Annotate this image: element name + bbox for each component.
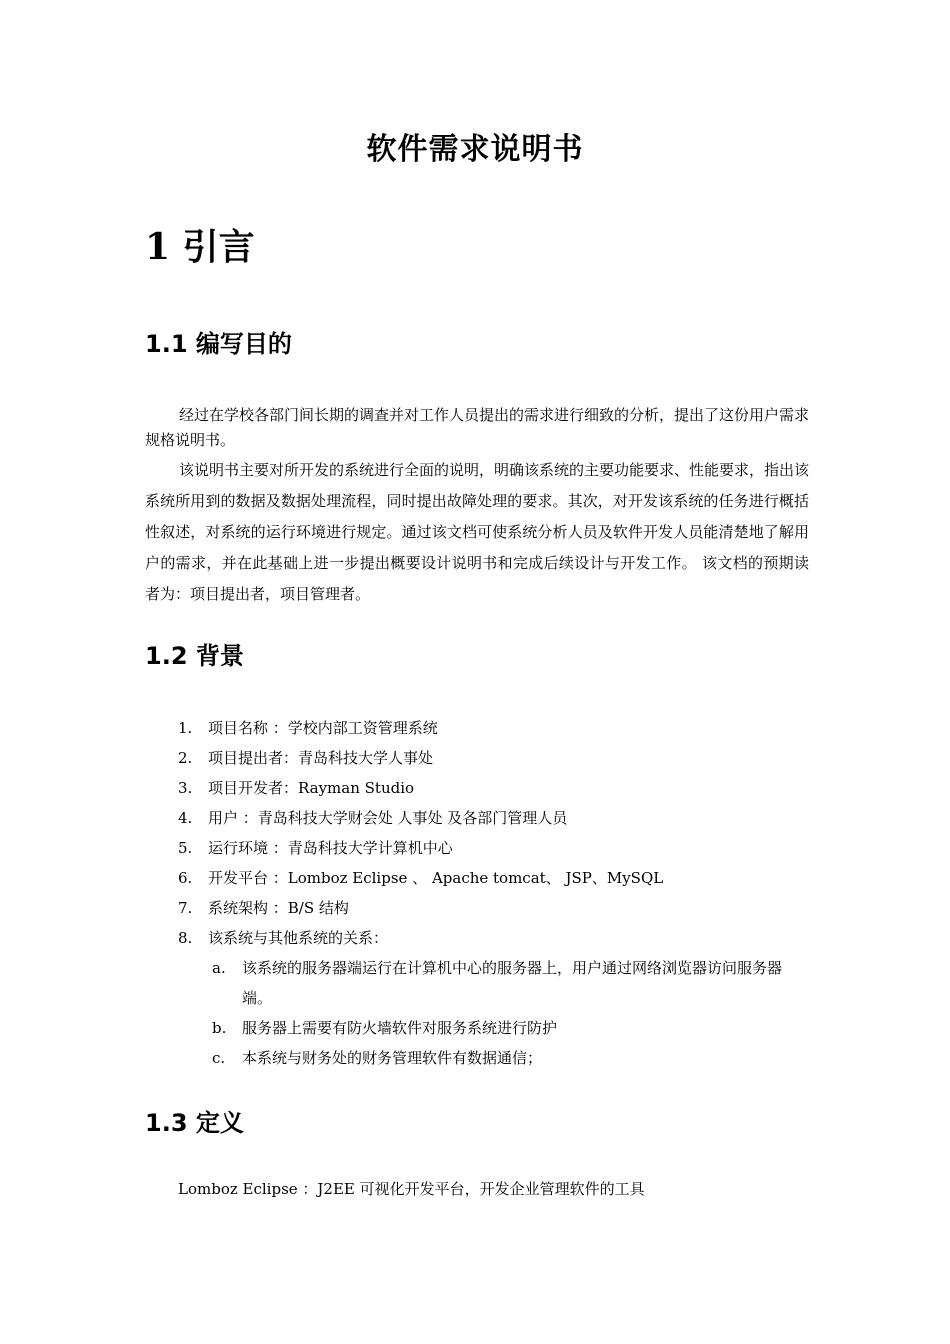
list-item-number: 8. [178, 929, 193, 947]
purpose-paragraph-2: 该说明书主要对所开发的系统进行全面的说明，明确该系统的主要功能要求、性能要求，指出该系统所用到的数据及数据处理流程，同时提出故障处理的要求。其次，对开发该系统的任务进行概括性叙述，对系统的运行环境进行规定。通过该文档可使系统分析人员及软件开发人员能清楚地了解用户的需求，并在此基础上进一步提出概要设计说明书和完成后续设计与开发工作。 该文档的预期读者为：项目提出者，项目管理者。 [145, 461, 810, 603]
list-item [178, 893, 810, 923]
list-item-text: 运行环境 ：青岛科技大学计算机中心 [208, 839, 453, 857]
sublist-item-text: 服务器上需要有防火墙软件对服务系统进行防护 [242, 1019, 558, 1037]
list-item [178, 773, 810, 803]
list-item [178, 713, 810, 743]
background-list [178, 713, 810, 1073]
list-item-number: 5. [178, 839, 193, 857]
list-item-number: 3. [178, 779, 193, 797]
list-item-number: 7. [178, 899, 193, 917]
sublist-item [208, 1043, 810, 1073]
list-item-text: 该系统与其他系统的关系： [208, 929, 389, 947]
list-item [178, 743, 810, 773]
sublist-item-letter: b. [212, 1019, 227, 1037]
list-item [178, 923, 810, 1073]
list-item-number: 6. [178, 869, 193, 887]
sublist-item [208, 1013, 810, 1043]
list-item-text: 用户 ：青岛科技大学财会处 人事处 及各部门管理人员 [208, 809, 568, 827]
list-item-text: 项目名称 ：学校内部工资管理系统 [208, 719, 438, 737]
sublist-item-letter: c. [212, 1049, 226, 1067]
section-1-heading: 1 引言 [145, 226, 255, 268]
list-item [178, 863, 810, 893]
sublist-item-letter: a. [212, 959, 226, 977]
list-item-number: 1. [178, 719, 193, 737]
list-item [178, 833, 810, 863]
sublist-item [208, 953, 810, 1013]
list-item-text: 项目提出者：青岛科技大学人事处 [208, 749, 434, 767]
section-1-2-heading: 1.2 背景 [145, 642, 244, 670]
list-item [178, 803, 810, 833]
sublist-item-text: 本系统与财务处的财务管理软件有数据通信； [242, 1049, 543, 1067]
document-title: 软件需求说明书 [366, 132, 584, 167]
list-item-text: 项目开发者：Rayman Studio [208, 779, 415, 797]
list-item-number: 2. [178, 749, 193, 767]
list-item-number: 4. [178, 809, 193, 827]
section-1-3-heading: 1.3 定义 [145, 1109, 244, 1137]
definition-lomboz-eclipse: Lomboz Eclipse ：J2EE 可视化开发平台，开发企业管理软件的工具 [178, 1180, 645, 1198]
relation-sublist [208, 953, 810, 1073]
list-item-text: 系统架构 ：B/S 结构 [208, 899, 349, 917]
section-1-1-heading: 1.1 编写目的 [145, 330, 292, 358]
purpose-paragraph-1: 经过在学校各部门间长期的调查并对工作人员提出的需求进行细致的分析，提出了这份用户需求规格说明书。 [145, 406, 810, 449]
sublist-item-text: 该系统的服务器端运行在计算机中心的服务器上，用户通过网络浏览器访问服务器端。 [242, 959, 783, 1007]
list-item-text: 开发平台 ：Lomboz Eclipse 、 Apache tomcat、 JSP、MySQL [208, 869, 664, 887]
